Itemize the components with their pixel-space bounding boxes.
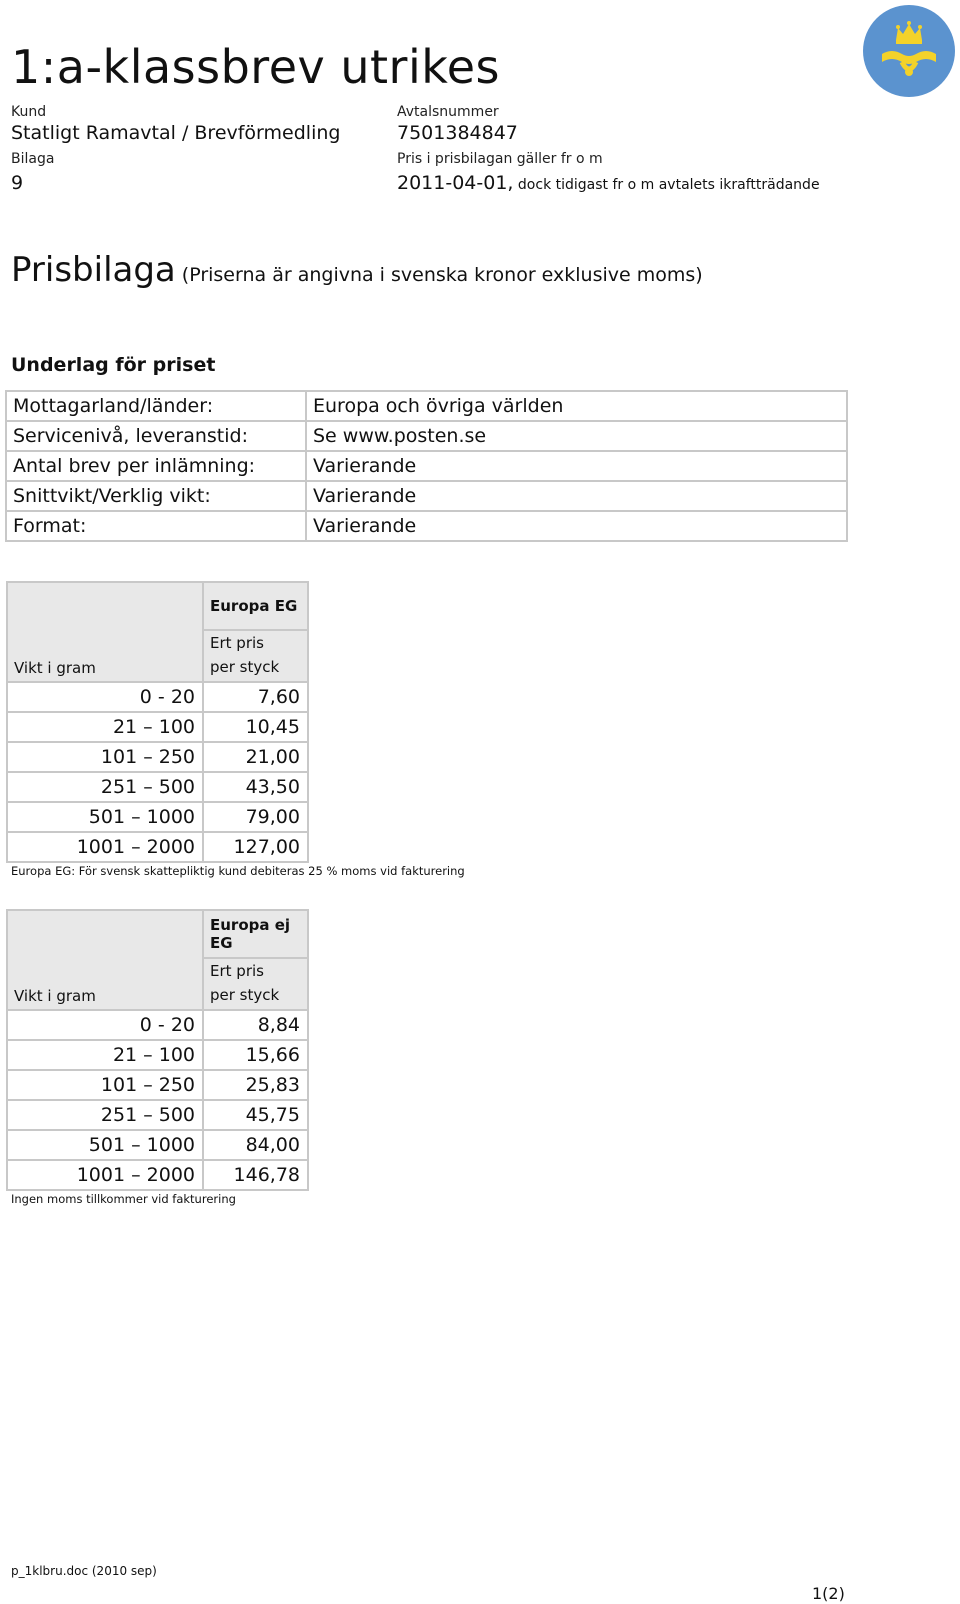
prisbilaga-heading: [11, 250, 703, 290]
underlag-table: [5, 390, 848, 542]
price-header-line-2: per styck: [210, 986, 280, 1004]
footer-doc-name: p_1klbru.doc (2010 sep): [11, 1564, 157, 1578]
underlag-key: Snittvikt/Verklig vikt:: [6, 481, 306, 511]
price-cell: 21,00: [203, 742, 308, 772]
weight-cell: 101 – 250: [7, 742, 203, 772]
underlag-heading: Underlag för priset: [11, 354, 216, 376]
price-header-line-1: Ert pris: [210, 634, 264, 652]
price-cell: 43,50: [203, 772, 308, 802]
price-cell: 84,00: [203, 1130, 308, 1160]
price-cell: 79,00: [203, 802, 308, 832]
underlag-row: [6, 451, 847, 481]
price-header-line-2: per styck: [210, 658, 280, 676]
weight-column-header: Vikt i gram: [7, 910, 203, 1010]
price-cell: 10,45: [203, 712, 308, 742]
weight-cell: 1001 – 2000: [7, 1160, 203, 1190]
underlag-key: Servicenivå, leveranstid:: [6, 421, 306, 451]
price-cell: 15,66: [203, 1040, 308, 1070]
underlag-value: Varierande: [306, 481, 847, 511]
underlag-key: Format:: [6, 511, 306, 541]
weight-cell: 101 – 250: [7, 1070, 203, 1100]
pris-giltig-date: 2011-04-01,: [397, 172, 514, 194]
price-header-line-1: Ert pris: [210, 962, 264, 980]
europa-eg-table: [6, 581, 309, 863]
price-row: [7, 1100, 308, 1130]
document-title: 1:a-klassbrev utrikes: [11, 40, 500, 94]
price-cell: 45,75: [203, 1100, 308, 1130]
pris-giltig-note: dock tidigast fr o m avtalets ikraftträdande: [513, 177, 820, 193]
pris-giltig-label: Pris i prisbilagan gäller fr o m: [397, 151, 603, 167]
underlag-key: Antal brev per inlämning:: [6, 451, 306, 481]
price-cell: 8,84: [203, 1010, 308, 1040]
bilaga-label: Bilaga: [11, 151, 55, 167]
europa-ej-eg-table: [6, 909, 309, 1191]
price-cell: 146,78: [203, 1160, 308, 1190]
europa-ej-eg-note: Ingen moms tillkommer vid fakturering: [11, 1192, 236, 1206]
price-row: [7, 1010, 308, 1040]
posten-logo-icon: [862, 4, 956, 98]
pris-giltig-value: [397, 172, 820, 194]
kund-value: Statligt Ramavtal / Brevförmedling: [11, 122, 341, 144]
underlag-key: Mottagarland/länder:: [6, 391, 306, 421]
underlag-row: [6, 391, 847, 421]
europa-eg-note: Europa EG: För svensk skattepliktig kund debiteras 25 % moms vid fakturering: [11, 864, 465, 878]
prisbilaga-subtitle: (Priserna är angivna i svenska kronor exklusive moms): [181, 264, 703, 286]
price-row: [7, 712, 308, 742]
weight-cell: 501 – 1000: [7, 802, 203, 832]
weight-cell: 1001 – 2000: [7, 832, 203, 862]
price-row: [7, 1040, 308, 1070]
price-row: [7, 802, 308, 832]
avtal-value: 7501384847: [397, 122, 518, 144]
price-cell: 7,60: [203, 682, 308, 712]
price-row: [7, 832, 308, 862]
price-column-header: [203, 958, 308, 1010]
price-row: [7, 772, 308, 802]
europa-eg-title: Europa EG: [203, 582, 308, 630]
underlag-value: Varierande: [306, 451, 847, 481]
avtal-label: Avtalsnummer: [397, 104, 499, 120]
weight-cell: 251 – 500: [7, 1100, 203, 1130]
underlag-row: [6, 421, 847, 451]
underlag-row: [6, 481, 847, 511]
weight-cell: 0 - 20: [7, 1010, 203, 1040]
weight-cell: 21 – 100: [7, 1040, 203, 1070]
underlag-value: Se www.posten.se: [306, 421, 847, 451]
europa-ej-eg-title: Europa ej EG: [203, 910, 308, 958]
weight-column-header: Vikt i gram: [7, 582, 203, 682]
underlag-value: Varierande: [306, 511, 847, 541]
price-cell: 127,00: [203, 832, 308, 862]
prisbilaga-title: Prisbilaga: [11, 250, 176, 290]
kund-label: Kund: [11, 104, 47, 120]
weight-cell: 0 - 20: [7, 682, 203, 712]
price-row: [7, 1130, 308, 1160]
weight-cell: 501 – 1000: [7, 1130, 203, 1160]
underlag-row: [6, 511, 847, 541]
weight-cell: 21 – 100: [7, 712, 203, 742]
underlag-value: Europa och övriga världen: [306, 391, 847, 421]
price-row: [7, 1070, 308, 1100]
page-number: 1(2): [812, 1584, 845, 1603]
bilaga-value: 9: [11, 172, 24, 194]
price-row: [7, 742, 308, 772]
price-row: [7, 682, 308, 712]
weight-cell: 251 – 500: [7, 772, 203, 802]
price-cell: 25,83: [203, 1070, 308, 1100]
price-row: [7, 1160, 308, 1190]
price-column-header: [203, 630, 308, 682]
